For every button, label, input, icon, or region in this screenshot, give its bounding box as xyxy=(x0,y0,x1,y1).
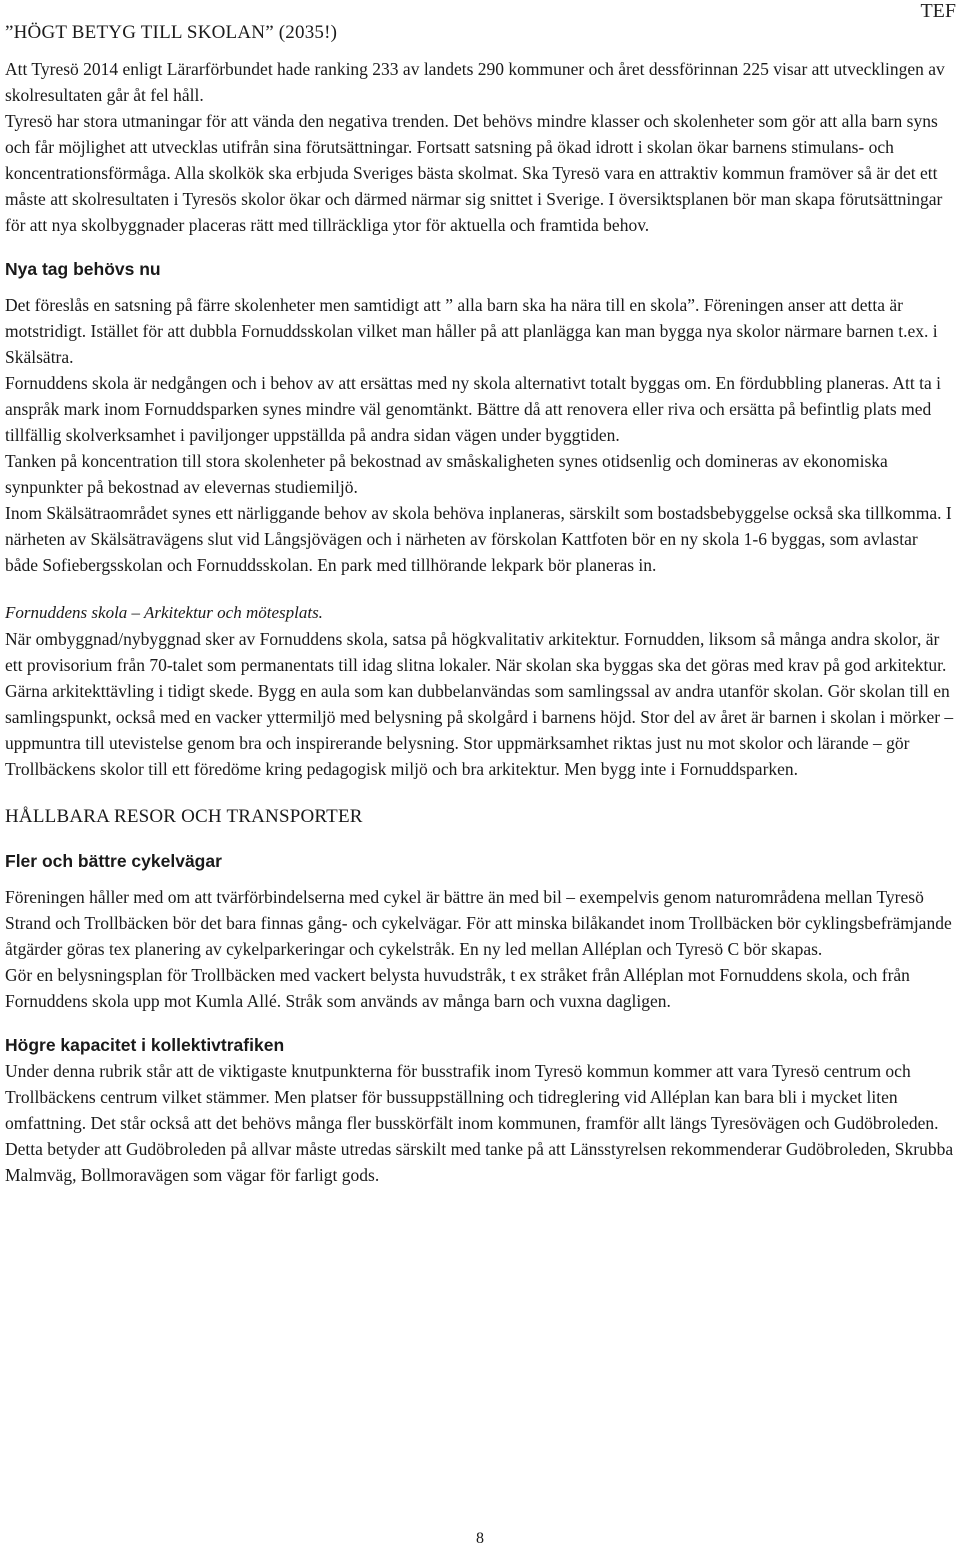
corner-label: TEF xyxy=(920,0,956,22)
paragraph-lighting-plan: Gör en belysningsplan för Trollbäcken med vackert belysta huvudstråk, t ex stråket från Alléplan mot Fornuddens skola, och från Fornuddens skola upp mot Kumla Allé. Stråk som används av många barn och vuxna dagligen. xyxy=(5,965,910,1011)
paragraph-concentration: Tanken på koncentration till stora skolenheter på bekostnad av småskaligheten synes otidsenlig och domineras av ekonomiska synpunkter på bekostnad av elevernas studiemiljö. xyxy=(5,451,888,497)
page-content xyxy=(5,20,955,1188)
intro-paragraph-challenges: Tyresö har stora utmaningar för att vända den negativa trenden. Det behövs mindre klasser och skolenheter som gör att alla barn syns och får möjlighet att utvecklas utifrån sina förutsättningar. Fortsatt satsning på ökad idrott i skolan ökar barnens stimulans- och koncentrationsförmåga. Alla skolkök ska erbjuda Sveriges bästa skolmat. Ska Tyresö vara en attraktiv kommun framöver så är det ett måste att skolresultaten i Tyresös skolor ökar och därmed närmar sig snittet i Sverige. I översiktsplanen bör man skapa förutsättningar för att nya skolbyggnader placeras rätt med tillräckliga ytor för aktuella och framtida behov. xyxy=(5,111,943,235)
paragraph-architecture: När ombyggnad/nybyggnad sker av Fornuddens skola, satsa på högkvalitativ arkitektur. Fornudden, liksom så många andra skolor, är ett provisorium från 70-talet som permanentats till idag slitna lokaler. När skolan ska byggas ska det göras med krav på god arkitektur. Gärna arkitekttävling i tidigt skede. Bygg en aula som kan dubbelanvändas som samlingssal av andra utanför skolan. Gör skolan till en samlingspunkt, också med en vacker yttermiljö med belysning på skolgård i barnens höjd. Stor del av året är barnen i skolan i mörker – uppmuntra till utevistelse genom bra och inspirerande belysning. Stor uppmärksamhet riktas just nu mot skolor och lärande – gör Trollbäckens skolor till ett föredöme kring pedagogisk miljö och bra arkitektur. Men bygg inte i Fornuddsparken. xyxy=(5,629,954,779)
section-title-school: ”HÖGT BETYG TILL SKOLAN” (2035!) xyxy=(5,22,338,43)
intro-paragraph-ranking: Att Tyresö 2014 enligt Lärarförbundet hade ranking 233 av landets 290 kommuner och året dessförinnan 225 visar att utvecklingen av skolresultaten går åt fel håll. xyxy=(5,59,945,105)
heading-bike-paths: Fler och bättre cykelvägar xyxy=(5,851,222,871)
paragraph-fornudden-school: Fornuddens skola är nedgången och i behov av att ersättas med ny skola alternativt totalt byggas om. En fördubbling planeras. Att ta i anspråk mark inom Fornuddsparken synes mindre väl genomtänkt. Bättre då att renovera eller riva och ersätta på befintlig plats med tillfällig skolverksamhet i paviljonger uppställda på andra sidan vägen under byggtiden. xyxy=(5,373,942,445)
heading-new-efforts: Nya tag behövs nu xyxy=(5,259,161,279)
page-number: 8 xyxy=(476,1530,484,1547)
heading-architecture: Fornuddens skola – Arkitektur och mötesplats. xyxy=(5,603,323,622)
heading-sustainable-transport: HÅLLBARA RESOR OCH TRANSPORTER xyxy=(5,806,363,827)
paragraph-public-transit: Under denna rubrik står att de viktigaste knutpunkterna för busstrafik inom Tyresö kommun kommer att vara Tyresö centrum och Trollbäckens centrum vilket stämmer. Men platser för bussuppställning och tidreglering vid Alléplan kan bara bli i mycket liten omfattning. Det står också att det behövs många fler busskörfält inom kommunen, framför allt längs Tyresövägen och Gudöbroleden. Detta betyder att Gudöbroleden på allvar måste utredas särskilt med tanke på att Länsstyrelsen rekommenderar Gudöbroleden, Skrubba Malmväg, Bollmoravägen som vägar för farligt gods. xyxy=(5,1061,954,1185)
heading-public-transit: Högre kapacitet i kollektivtrafiken xyxy=(5,1035,285,1055)
paragraph-fewer-schools: Det föreslås en satsning på färre skolenheter men samtidigt att ” alla barn ska ha nära till en skola”. Föreningen anser att detta är motstridigt. Istället för att dubbla Fornuddsskolan vilket man håller på att planlägga kan man bygga nya skolor närmare barnen t.ex. i Skälsätra. xyxy=(5,295,938,367)
paragraph-bike-connections: Föreningen håller med om att tvärförbindelserna med cykel är bättre än med bil – exempelvis genom naturområdena mellan Tyresö Strand och Trollbäcken bör det bara finnas gång- och cykelvägar. För att minska bilåkandet inom Trollbäcken bör cyklingsbefrämjande åtgärder göras tex planering av cykelparkeringar och cykelstråk. En ny led mellan Alléplan och Tyresö C bör skapas. xyxy=(5,887,952,959)
paragraph-skalsatra: Inom Skälsätraområdet synes ett närliggande behov av skola behöva inplaneras, särskilt som bostadsbebyggelse också ska tillkomma. I närheten av Skälsätravägens slut vid Långsjövägen och i närheten av förskolan Kattfoten bör en ny skola 1-6 byggas, som avlastar både Sofiebergsskolan och Fornuddsskolan. En park med tillhörande lekpark bör planeras in. xyxy=(5,503,952,575)
